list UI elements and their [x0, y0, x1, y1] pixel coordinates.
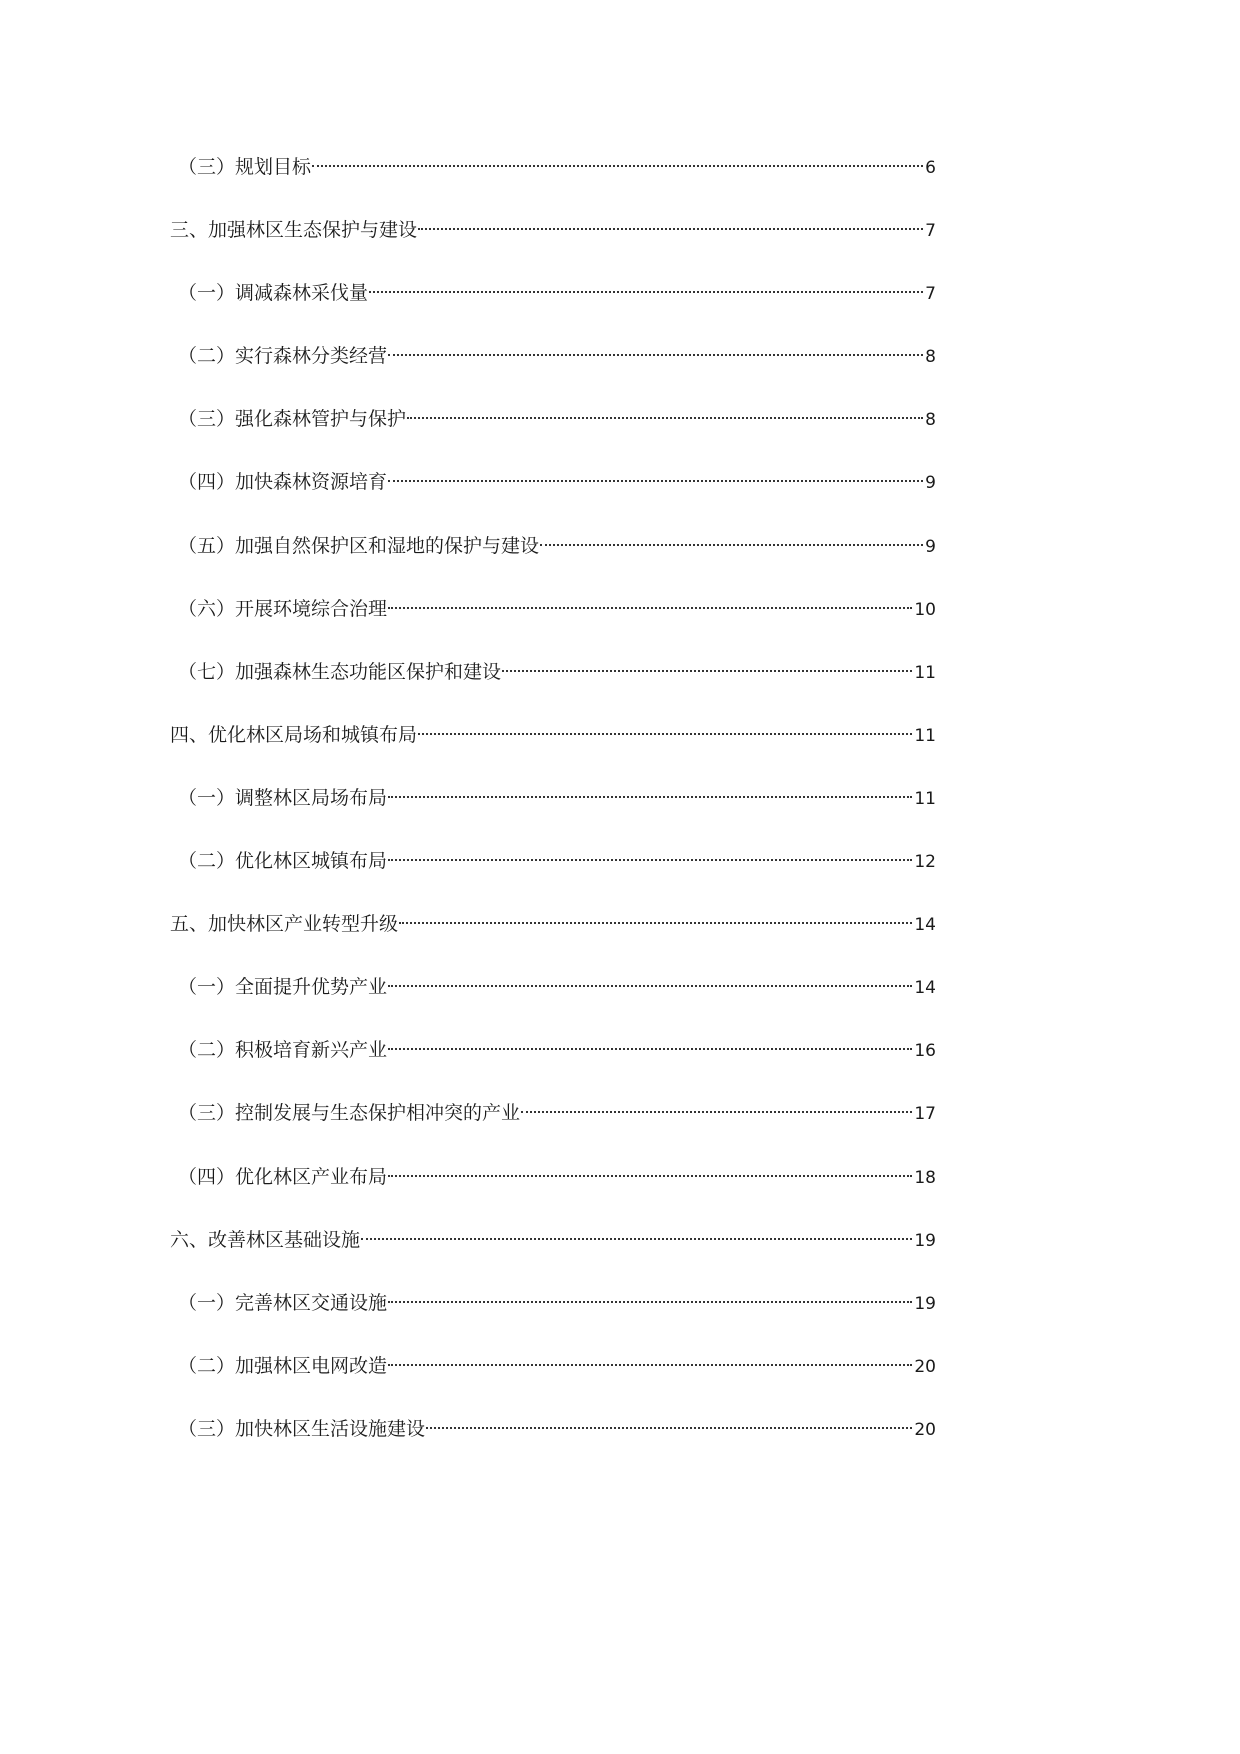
toc-dot-leader	[388, 480, 923, 482]
toc-entry-page-number: 7	[925, 284, 936, 305]
toc-entry-page-number: 9	[925, 536, 936, 557]
toc-entry[interactable]	[170, 588, 936, 651]
toc-entry-title: 六、改善林区基础设施	[170, 1228, 361, 1251]
toc-entry-title: （六）开展环境综合治理	[178, 597, 388, 620]
toc-entry-page-number: 14	[914, 978, 936, 999]
toc-entry[interactable]	[170, 209, 936, 272]
toc-entry-title: （一）调减森林采伐量	[178, 282, 369, 305]
toc-entry[interactable]	[170, 525, 936, 588]
toc-entry-page-number: 10	[914, 599, 936, 620]
toc-entry-page-number: 18	[914, 1167, 936, 1188]
toc-entry[interactable]	[170, 1408, 936, 1471]
toc-entry-title: （四）优化林区产业布局	[178, 1165, 388, 1188]
toc-dot-leader	[418, 228, 923, 230]
toc-entry[interactable]	[170, 398, 936, 461]
toc-dot-leader	[312, 165, 923, 167]
toc-entry[interactable]	[170, 272, 936, 335]
toc-entry-page-number: 17	[914, 1104, 936, 1125]
toc-entry-title: （五）加强自然保护区和湿地的保护与建设	[178, 534, 540, 557]
toc-dot-leader	[388, 985, 912, 987]
toc-entry-page-number: 16	[914, 1041, 936, 1062]
toc-entry[interactable]	[170, 651, 936, 714]
toc-dot-leader	[361, 1238, 912, 1240]
toc-entry-title: （三）规划目标	[178, 156, 312, 178]
toc-entry-title: 五、加快林区产业转型升级	[170, 913, 399, 936]
toc-dot-leader	[426, 1427, 912, 1429]
toc-entry[interactable]	[170, 966, 936, 1029]
toc-dot-leader	[407, 417, 923, 419]
toc-dot-leader	[388, 607, 912, 609]
toc-entry-title: 三、加强林区生态保护与建设	[170, 219, 418, 242]
toc-entry-title: （三）控制发展与生态保护相冲突的产业	[178, 1102, 521, 1125]
toc-entry-title: （七）加强森林生态功能区保护和建设	[178, 660, 502, 683]
toc-entry-page-number: 12	[914, 852, 936, 873]
toc-entry-title: （二）优化林区城镇布局	[178, 850, 388, 873]
toc-dot-leader	[388, 859, 912, 861]
toc-entry-title: （三）加快林区生活设施建设	[178, 1417, 426, 1440]
toc-dot-leader	[388, 796, 912, 798]
toc-dot-leader	[388, 1048, 912, 1050]
toc-dot-leader	[388, 1364, 912, 1366]
toc-entry-title: （二）积极培育新兴产业	[178, 1039, 388, 1062]
table-of-contents	[170, 146, 936, 1471]
toc-entry-page-number: 8	[925, 410, 936, 431]
toc-dot-leader	[521, 1111, 912, 1113]
toc-entry-page-number: 11	[914, 788, 936, 809]
toc-entry[interactable]	[170, 461, 936, 524]
toc-entry[interactable]	[170, 714, 936, 777]
toc-entry-title: （一）完善林区交通设施	[178, 1291, 388, 1314]
toc-entry[interactable]	[170, 1345, 936, 1408]
toc-entry-page-number: 20	[914, 1419, 936, 1440]
toc-entry-page-number: 6	[925, 158, 936, 178]
toc-entry-page-number: 11	[914, 662, 936, 683]
toc-entry-page-number: 19	[914, 1230, 936, 1251]
toc-entry[interactable]	[170, 1156, 936, 1219]
toc-dot-leader	[399, 922, 912, 924]
toc-entry-title: （三）强化森林管护与保护	[178, 408, 407, 431]
toc-dot-leader	[369, 291, 923, 293]
toc-entry-title: （二）加强林区电网改造	[178, 1354, 388, 1377]
toc-dot-leader	[388, 1175, 912, 1177]
toc-dot-leader	[540, 544, 923, 546]
toc-entry[interactable]	[170, 1219, 936, 1282]
toc-dot-leader	[502, 670, 912, 672]
toc-entry[interactable]	[170, 146, 936, 209]
toc-entry-title: （四）加快森林资源培育	[178, 471, 388, 494]
toc-entry-title: （二）实行森林分类经营	[178, 345, 388, 368]
toc-entry-page-number: 8	[925, 347, 936, 368]
toc-entry-page-number: 11	[914, 725, 936, 746]
toc-entry-title: 四、优化林区局场和城镇布局	[170, 723, 418, 746]
toc-entry-title: （一）调整林区局场布局	[178, 786, 388, 809]
toc-entry[interactable]	[170, 840, 936, 903]
toc-entry[interactable]	[170, 777, 936, 840]
toc-entry[interactable]	[170, 1029, 936, 1092]
toc-entry[interactable]	[170, 1282, 936, 1345]
toc-entry-page-number: 19	[914, 1293, 936, 1314]
toc-dot-leader	[388, 354, 923, 356]
toc-entry-page-number: 14	[914, 915, 936, 936]
toc-entry-page-number: 9	[925, 473, 936, 494]
toc-entry[interactable]	[170, 903, 936, 966]
toc-entry[interactable]	[170, 1092, 936, 1155]
toc-entry-page-number: 20	[914, 1356, 936, 1377]
toc-entry-title: （一）全面提升优势产业	[178, 976, 388, 999]
toc-entry-page-number: 7	[925, 221, 936, 242]
toc-dot-leader	[388, 1301, 912, 1303]
toc-entry[interactable]	[170, 335, 936, 398]
toc-dot-leader	[418, 733, 912, 735]
